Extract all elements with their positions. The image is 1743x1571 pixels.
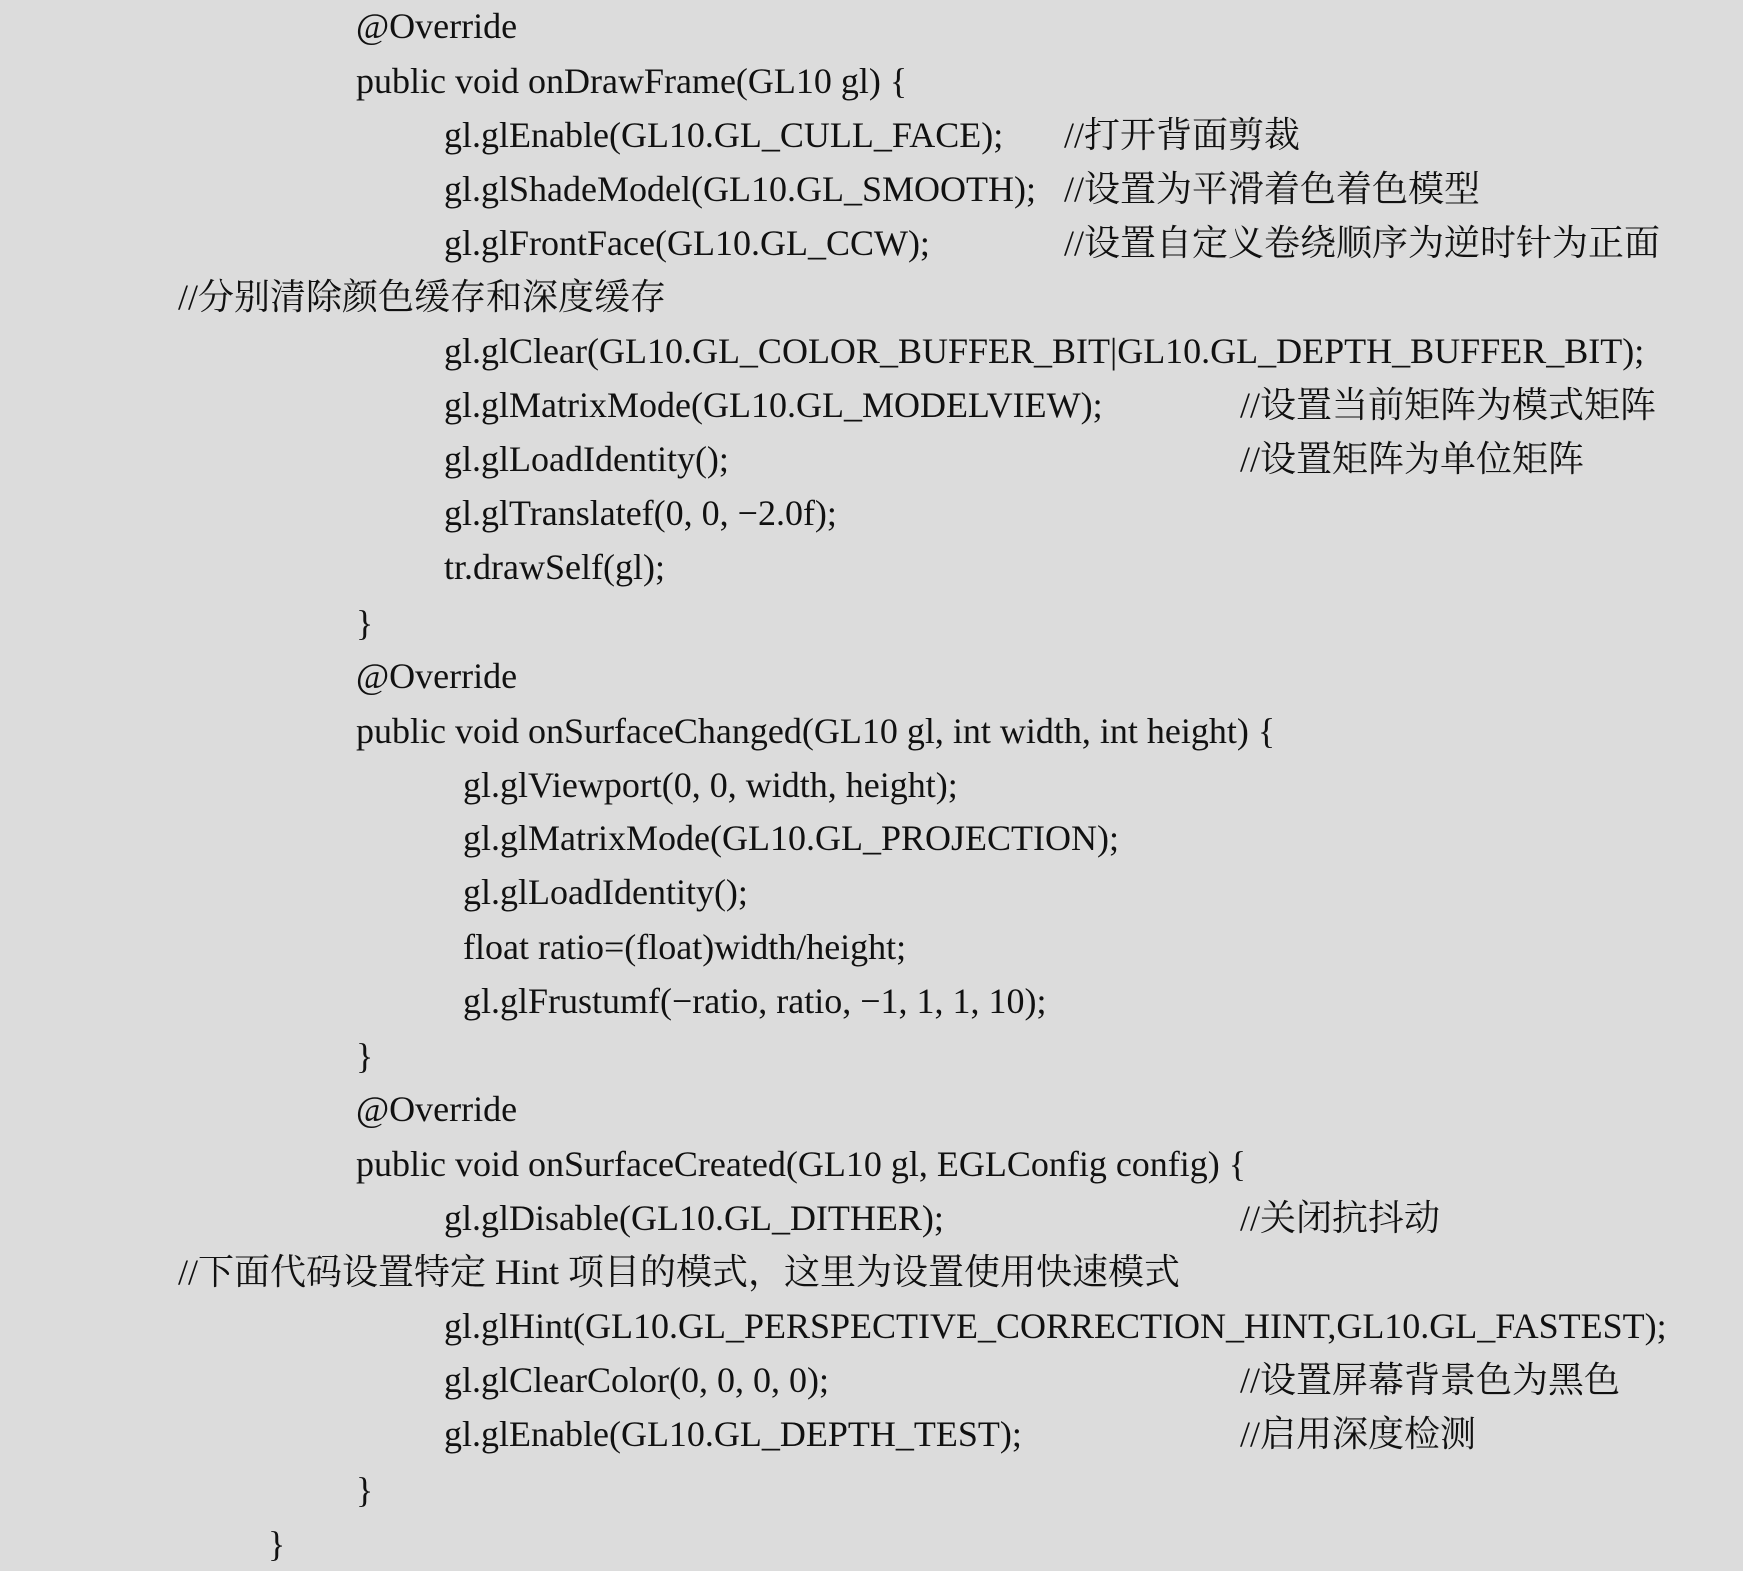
code-line-matrix-mode-modelview: gl.glMatrixMode(GL10.GL_MODELVIEW); xyxy=(444,385,1103,425)
code-line-close-brace-4: } xyxy=(268,1524,286,1564)
code-line-onsurfacechanged-signature: public void onSurfaceChanged(GL10 gl, int width, int height) { xyxy=(356,711,1276,751)
comment-cull-face: //打开背面剪裁 xyxy=(1064,115,1301,155)
code-line-close-brace-1: } xyxy=(356,603,374,643)
comment-clear-color: //设置屏幕背景色为黑色 xyxy=(1240,1360,1621,1400)
comment-matrix-mode-modelview: //设置当前矩阵为模式矩阵 xyxy=(1240,385,1657,425)
code-line-ondrawframe-signature: public void onDrawFrame(GL10 gl) { xyxy=(356,61,908,101)
code-line-close-brace-2: } xyxy=(356,1036,374,1076)
code-line-enable-depth-test: gl.glEnable(GL10.GL_DEPTH_TEST); xyxy=(444,1414,1022,1454)
code-line-translate: gl.glTranslatef(0, 0, −2.0f); xyxy=(444,493,837,533)
comment-load-identity: //设置矩阵为单位矩阵 xyxy=(1240,439,1585,479)
code-line-close-brace-3: } xyxy=(356,1470,374,1510)
code-line-load-identity-1: gl.glLoadIdentity(); xyxy=(444,439,729,479)
comment-depth-test: //启用深度检测 xyxy=(1240,1414,1477,1454)
comment-disable-dither: //关闭抗抖动 xyxy=(1240,1198,1441,1238)
code-line-onsurfacecreated-signature: public void onSurfaceCreated(GL10 gl, EGLConfig config) { xyxy=(356,1144,1247,1184)
code-line-frustum: gl.glFrustumf(−ratio, ratio, −1, 1, 1, 10); xyxy=(463,981,1047,1021)
code-line-clear-color: gl.glClearColor(0, 0, 0, 0); xyxy=(444,1360,829,1400)
comment-front-face: //设置自定义卷绕顺序为逆时针为正面 xyxy=(1064,223,1661,263)
code-line-draw-self: tr.drawSelf(gl); xyxy=(444,547,665,587)
code-line-load-identity-2: gl.glLoadIdentity(); xyxy=(463,872,748,912)
code-line-matrix-mode-projection: gl.glMatrixMode(GL10.GL_PROJECTION); xyxy=(463,818,1119,858)
comment-shade-model: //设置为平滑着色着色模型 xyxy=(1064,169,1481,209)
code-line-override-1: @Override xyxy=(356,6,518,46)
code-line-override-3: @Override xyxy=(356,1089,518,1129)
code-line-viewport: gl.glViewport(0, 0, width, height); xyxy=(463,765,958,805)
code-line-shade-model: gl.glShadeModel(GL10.GL_SMOOTH); xyxy=(444,169,1036,209)
code-line-override-2: @Override xyxy=(356,656,518,696)
comment-line-clear-buffers: //分别清除颜色缓存和深度缓存 xyxy=(178,277,667,317)
comment-line-hint-mode: //下面代码设置特定 Hint 项目的模式，这里为设置使用快速模式 xyxy=(178,1252,1181,1292)
code-line-disable-dither: gl.glDisable(GL10.GL_DITHER); xyxy=(444,1198,944,1238)
code-line-enable-cull-face: gl.glEnable(GL10.GL_CULL_FACE); xyxy=(444,115,1004,155)
code-line-front-face: gl.glFrontFace(GL10.GL_CCW); xyxy=(444,223,930,263)
code-line-ratio: float ratio=(float)width/height; xyxy=(463,927,907,967)
code-line-gl-clear: gl.glClear(GL10.GL_COLOR_BUFFER_BIT|GL10.GL_DEPTH_BUFFER_BIT); xyxy=(444,331,1645,371)
code-line-hint: gl.glHint(GL10.GL_PERSPECTIVE_CORRECTION_HINT,GL10.GL_FASTEST); xyxy=(444,1306,1667,1346)
